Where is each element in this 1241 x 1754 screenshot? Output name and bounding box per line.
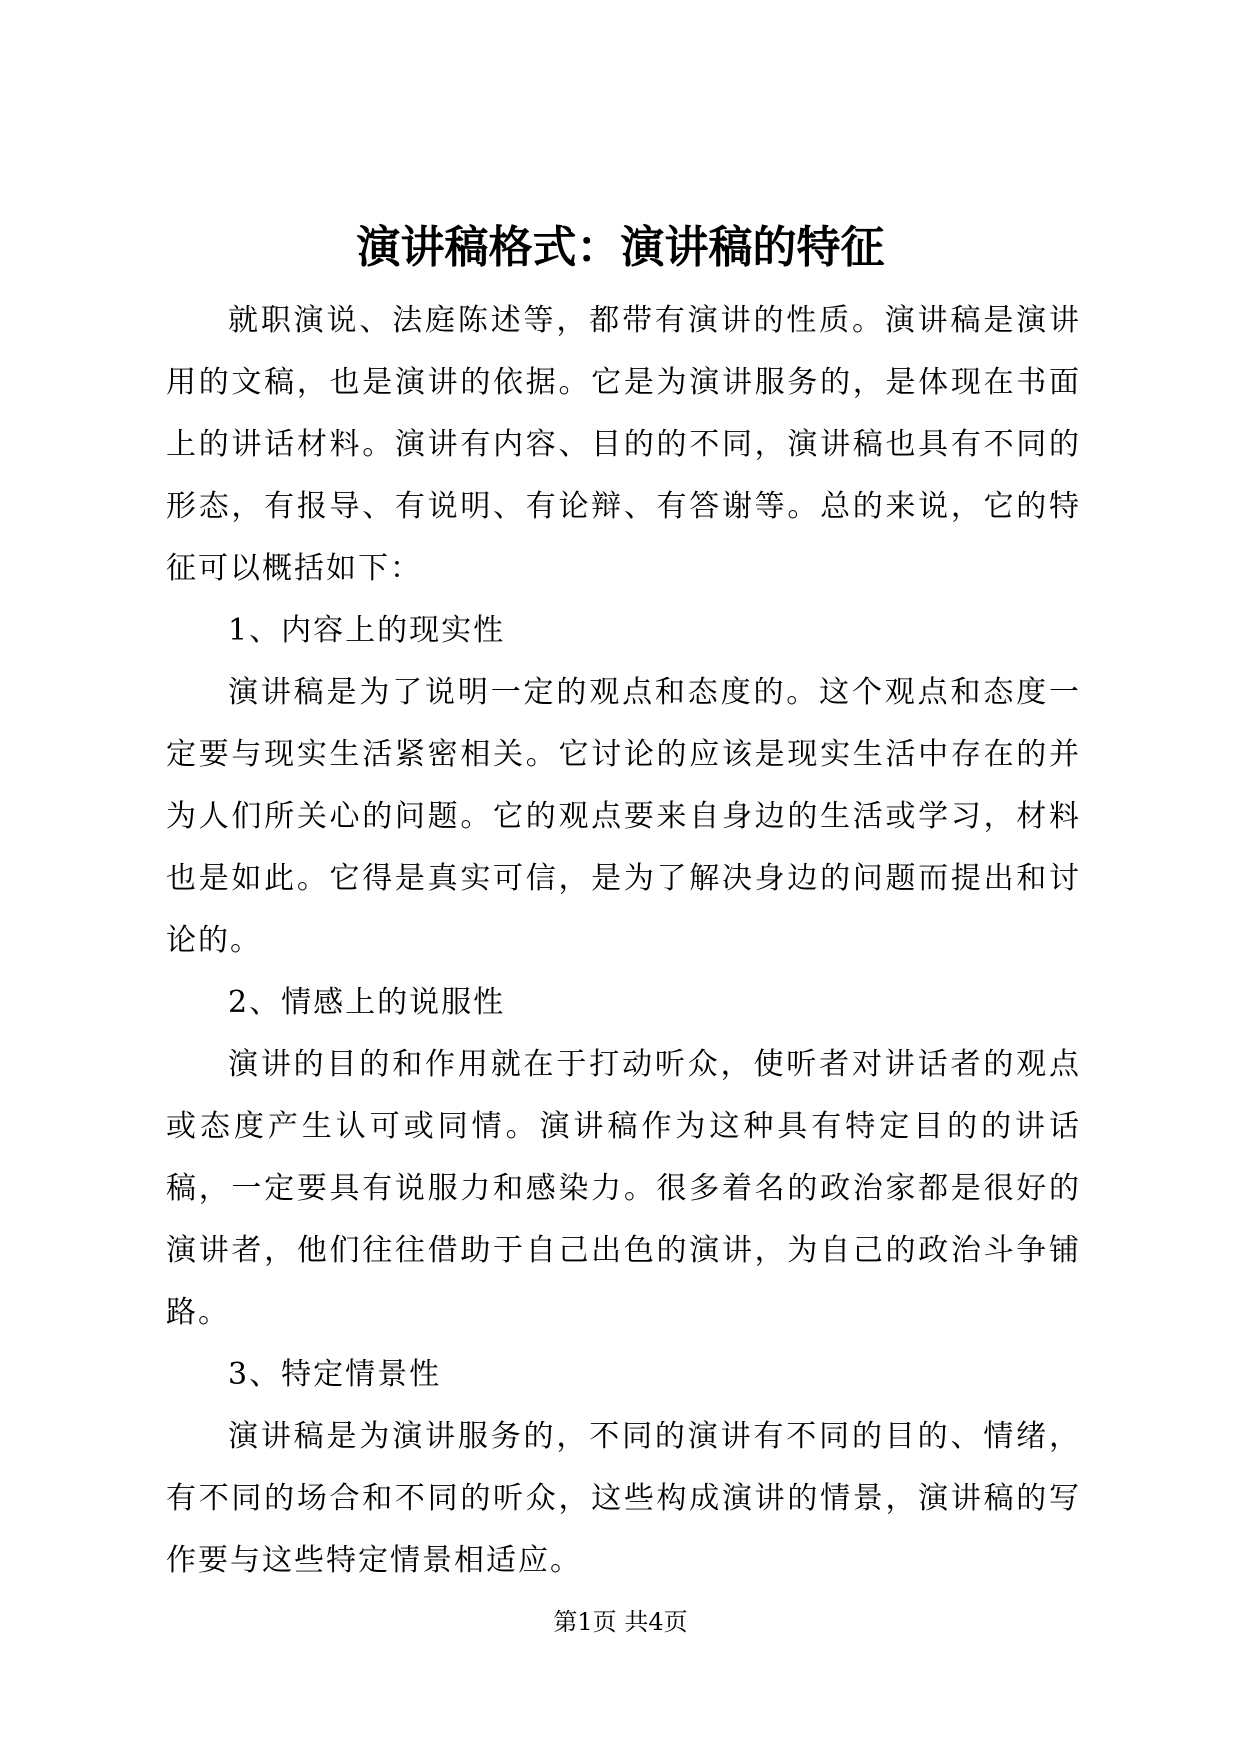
section-heading-1: 1、内容上的现实性 <box>228 613 506 648</box>
total-unit: 页 <box>663 1608 688 1636</box>
page-footer <box>0 1606 1241 1638</box>
document-body <box>166 290 1081 1592</box>
paragraph-intro: 就职演说、法庭陈述等，都带有演讲的性质。演讲稿是演讲用的文稿，也是演讲的依据。它是为演讲服务的，是体现在书面上的讲话材料。演讲有内容、目的的不同，演讲稿也具有不同的形态，有报导、有说明、有论辩、有答谢等。总的来说，它的特征可以概括如下： <box>166 303 1081 586</box>
page-unit: 页 <box>592 1608 617 1636</box>
page-current: 1 <box>577 1608 593 1636</box>
page-prefix: 第 <box>553 1608 578 1636</box>
section-heading-3: 3、特定情景性 <box>228 1357 442 1392</box>
document-title: 演讲稿格式：演讲稿的特征 <box>356 222 885 273</box>
paragraph-section-2: 演讲的目的和作用就在于打动听众，使听者对讲话者的观点或态度产生认可或同情。演讲稿作为这种具有特定目的的讲话稿，一定要具有说服力和感染力。很多着名的政治家都是很好的演讲者，他们往往借助于自己出色的演讲，为自己的政治斗争铺路。 <box>166 1047 1081 1330</box>
page-total: 4 <box>648 1608 664 1636</box>
paragraph-section-3: 演讲稿是为演讲服务的，不同的演讲有不同的目的、情绪，有不同的场合和不同的听众，这些构成演讲的情景，演讲稿的写作要与这些特定情景相适应。 <box>166 1419 1081 1578</box>
section-heading-2: 2、情感上的说服性 <box>228 985 506 1020</box>
paragraph-section-1: 演讲稿是为了说明一定的观点和态度的。这个观点和态度一定要与现实生活紧密相关。它讨论的应该是现实生活中存在的并为人们所关心的问题。它的观点要来自身边的生活或学习，材料也是如此。它得是真实可信，是为了解决身边的问题而提出和讨论的。 <box>166 675 1081 958</box>
total-prefix: 共 <box>624 1608 649 1636</box>
